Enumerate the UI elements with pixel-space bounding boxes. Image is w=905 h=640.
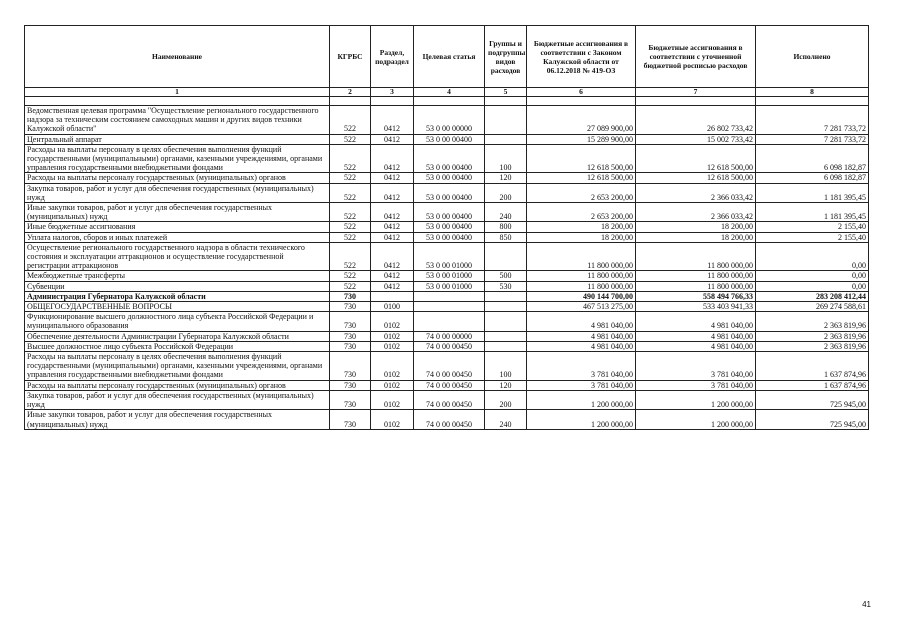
row-exec-amount-cell: 0,00 [756, 242, 869, 271]
row-name-cell: Администрация Губернатора Калужской области [25, 291, 330, 301]
row-exec-amount-cell: 2 155,40 [756, 232, 869, 242]
row-plan-amount-cell: 18 200,00 [636, 222, 756, 232]
row-vr-cell [485, 134, 527, 144]
row-law-amount-cell: 15 289 900,00 [527, 134, 636, 144]
row-vr-cell: 530 [485, 281, 527, 291]
column-number-row [25, 88, 869, 97]
row-name-cell: Обеспечение деятельности Администрации Губернатора Калужской области [25, 331, 330, 341]
row-exec-amount-cell: 283 208 412,44 [756, 291, 869, 301]
row-name-cell: Закупка товаров, работ и услуг для обеспечения государственных (муниципальных) нужд [25, 183, 330, 202]
row-csr-cell: 53 0 00 00400 [414, 232, 485, 242]
row-kgrbs-cell: 730 [330, 410, 371, 429]
row-kgrbs-cell: 522 [330, 134, 371, 144]
row-name-cell: Ведомственная целевая программа "Осуществление регионального государственного надзора за техническим состоянием самоходных машин и других видов техники Калужской области" [25, 106, 330, 135]
row-csr-cell: 74 0 00 00450 [414, 390, 485, 409]
row-razdel-cell: 0412 [371, 271, 414, 281]
row-razdel-cell: 0102 [371, 380, 414, 390]
row-exec-amount-cell: 7 281 733,72 [756, 106, 869, 135]
row-name-cell: Расходы на выплаты персоналу в целях обеспечения выполнения функций государственными (муниципальными) органами, казенными учреждениями, органами управления государственными внебюджетными фондами [25, 352, 330, 381]
budget-table-sheet [24, 25, 868, 430]
row-kgrbs-cell: 522 [330, 106, 371, 135]
row-csr-cell: 74 0 00 00450 [414, 341, 485, 351]
row-exec-amount-cell: 1 181 395,45 [756, 183, 869, 202]
row-kgrbs-cell: 522 [330, 173, 371, 183]
page-number: 41 [862, 600, 871, 609]
row-csr-cell [414, 291, 485, 301]
row-plan-amount-cell: 1 200 000,00 [636, 390, 756, 409]
table-row [25, 341, 869, 351]
row-plan-amount-cell: 3 781 040,00 [636, 380, 756, 390]
row-plan-amount-cell: 15 002 733,42 [636, 134, 756, 144]
row-plan-amount-cell: 4 981 040,00 [636, 331, 756, 341]
row-csr-cell: 53 0 00 00400 [414, 222, 485, 232]
row-kgrbs-cell: 522 [330, 242, 371, 271]
table-row [25, 173, 869, 183]
row-exec-amount-cell: 1 637 874,96 [756, 380, 869, 390]
col-number: 2 [330, 88, 371, 97]
row-csr-cell: 74 0 00 00450 [414, 410, 485, 429]
col-number: 7 [636, 88, 756, 97]
row-plan-amount-cell: 4 981 040,00 [636, 341, 756, 351]
row-exec-amount-cell: 1 181 395,45 [756, 203, 869, 222]
row-razdel-cell: 0102 [371, 331, 414, 341]
row-kgrbs-cell: 730 [330, 380, 371, 390]
col-number: 8 [756, 88, 869, 97]
header-row [25, 26, 869, 88]
col-header-kgrbs: КГРБС [330, 26, 371, 88]
budget-table [24, 25, 869, 430]
table-row [25, 390, 869, 409]
row-csr-cell: 53 0 00 00400 [414, 144, 485, 173]
row-plan-amount-cell: 2 366 033,42 [636, 203, 756, 222]
col-header-law: Бюджетные ассигнования в соответствии с Законом Калужской области от 06.12.2018 № 419-ОЗ [527, 26, 636, 88]
row-exec-amount-cell: 725 945,00 [756, 390, 869, 409]
row-plan-amount-cell: 2 366 033,42 [636, 183, 756, 202]
row-law-amount-cell: 27 089 900,00 [527, 106, 636, 135]
row-kgrbs-cell: 522 [330, 183, 371, 202]
row-csr-cell: 74 0 00 00000 [414, 331, 485, 341]
table-row [25, 106, 869, 135]
row-kgrbs-cell: 522 [330, 222, 371, 232]
row-vr-cell [485, 242, 527, 271]
row-vr-cell [485, 291, 527, 301]
row-csr-cell: 53 0 00 00400 [414, 183, 485, 202]
row-kgrbs-cell: 522 [330, 281, 371, 291]
row-name-cell: Иные бюджетные ассигнования [25, 222, 330, 232]
row-csr-cell: 53 0 00 01000 [414, 281, 485, 291]
row-razdel-cell: 0412 [371, 106, 414, 135]
row-exec-amount-cell: 0,00 [756, 271, 869, 281]
row-plan-amount-cell: 533 403 941,33 [636, 302, 756, 312]
table-row [25, 352, 869, 381]
row-law-amount-cell: 2 653 200,00 [527, 203, 636, 222]
row-law-amount-cell: 18 200,00 [527, 232, 636, 242]
table-body [25, 97, 869, 430]
row-law-amount-cell: 4 981 040,00 [527, 341, 636, 351]
row-csr-cell: 53 0 00 00400 [414, 203, 485, 222]
row-law-amount-cell: 1 200 000,00 [527, 410, 636, 429]
row-law-amount-cell: 11 800 000,00 [527, 242, 636, 271]
col-number: 5 [485, 88, 527, 97]
row-name-cell: Центральный аппарат [25, 134, 330, 144]
row-exec-amount-cell: 725 945,00 [756, 410, 869, 429]
row-csr-cell: 53 0 00 00400 [414, 134, 485, 144]
col-header-exec: Исполнено [756, 26, 869, 88]
table-row [25, 380, 869, 390]
row-name-cell: Закупка товаров, работ и услуг для обеспечения государственных (муниципальных) нужд [25, 390, 330, 409]
spacer-row [25, 97, 869, 106]
row-law-amount-cell: 1 200 000,00 [527, 390, 636, 409]
col-header-plan: Бюджетные ассигнования в соответствии с уточненной бюджетной росписью расходов [636, 26, 756, 88]
table-row [25, 281, 869, 291]
row-plan-amount-cell: 11 800 000,00 [636, 242, 756, 271]
row-razdel-cell: 0412 [371, 203, 414, 222]
table-row [25, 291, 869, 301]
table-row [25, 183, 869, 202]
row-name-cell: Уплата налогов, сборов и иных платежей [25, 232, 330, 242]
row-vr-cell: 500 [485, 271, 527, 281]
col-number: 6 [527, 88, 636, 97]
row-exec-amount-cell: 2 363 819,96 [756, 341, 869, 351]
row-law-amount-cell: 4 981 040,00 [527, 312, 636, 331]
row-exec-amount-cell: 6 098 182,87 [756, 144, 869, 173]
col-number: 3 [371, 88, 414, 97]
row-razdel-cell: 0102 [371, 312, 414, 331]
row-csr-cell: 53 0 00 01000 [414, 271, 485, 281]
row-razdel-cell: 0412 [371, 183, 414, 202]
row-kgrbs-cell: 522 [330, 144, 371, 173]
row-csr-cell: 53 0 00 00000 [414, 106, 485, 135]
table-row [25, 232, 869, 242]
col-number: 1 [25, 88, 330, 97]
row-exec-amount-cell: 6 098 182,87 [756, 173, 869, 183]
row-vr-cell [485, 312, 527, 331]
table-row [25, 242, 869, 271]
row-vr-cell: 850 [485, 232, 527, 242]
row-plan-amount-cell: 11 800 000,00 [636, 281, 756, 291]
row-vr-cell: 240 [485, 410, 527, 429]
col-header-vr: Группы и подгруппы видов расходов [485, 26, 527, 88]
row-vr-cell [485, 341, 527, 351]
col-number: 4 [414, 88, 485, 97]
row-law-amount-cell: 11 800 000,00 [527, 281, 636, 291]
col-header-razdel: Раздел, подраздел [371, 26, 414, 88]
row-name-cell: ОБЩЕГОСУДАРСТВЕННЫЕ ВОПРОСЫ [25, 302, 330, 312]
row-exec-amount-cell: 269 274 588,61 [756, 302, 869, 312]
row-exec-amount-cell: 2 155,40 [756, 222, 869, 232]
row-csr-cell: 74 0 00 00450 [414, 380, 485, 390]
row-name-cell: Иные закупки товаров, работ и услуг для обеспечения государственных (муниципальных) нужд [25, 203, 330, 222]
row-plan-amount-cell: 12 618 500,00 [636, 173, 756, 183]
row-vr-cell: 120 [485, 380, 527, 390]
row-razdel-cell: 0102 [371, 410, 414, 429]
row-plan-amount-cell: 26 802 733,42 [636, 106, 756, 135]
col-header-csr: Целевая статья [414, 26, 485, 88]
table-row [25, 302, 869, 312]
row-kgrbs-cell: 730 [330, 331, 371, 341]
row-razdel-cell [371, 291, 414, 301]
row-kgrbs-cell: 730 [330, 302, 371, 312]
row-razdel-cell: 0102 [371, 352, 414, 381]
row-name-cell: Межбюджетные трансферты [25, 271, 330, 281]
row-plan-amount-cell: 1 200 000,00 [636, 410, 756, 429]
row-law-amount-cell: 12 618 500,00 [527, 144, 636, 173]
row-vr-cell: 200 [485, 390, 527, 409]
table-row [25, 312, 869, 331]
row-razdel-cell: 0412 [371, 144, 414, 173]
row-plan-amount-cell: 12 618 500,00 [636, 144, 756, 173]
row-kgrbs-cell: 522 [330, 271, 371, 281]
row-name-cell: Расходы на выплаты персоналу в целях обеспечения выполнения функций государственными (муниципальными) органами, казенными учреждениями, органами управления государственными внебюджетными фондами [25, 144, 330, 173]
row-razdel-cell: 0102 [371, 390, 414, 409]
row-kgrbs-cell: 730 [330, 390, 371, 409]
row-razdel-cell: 0412 [371, 173, 414, 183]
row-plan-amount-cell: 3 781 040,00 [636, 352, 756, 381]
row-csr-cell: 53 0 00 00400 [414, 173, 485, 183]
row-plan-amount-cell: 11 800 000,00 [636, 271, 756, 281]
row-csr-cell: 74 0 00 00450 [414, 352, 485, 381]
table-row [25, 222, 869, 232]
row-vr-cell [485, 302, 527, 312]
row-kgrbs-cell: 522 [330, 232, 371, 242]
row-exec-amount-cell: 2 363 819,96 [756, 312, 869, 331]
row-law-amount-cell: 12 618 500,00 [527, 173, 636, 183]
row-kgrbs-cell: 730 [330, 352, 371, 381]
row-plan-amount-cell: 558 494 766,33 [636, 291, 756, 301]
row-name-cell: Функционирование высшего должностного лица субъекта Российской Федерации и муниципального образования [25, 312, 330, 331]
table-row [25, 144, 869, 173]
row-csr-cell: 53 0 00 01000 [414, 242, 485, 271]
row-csr-cell [414, 302, 485, 312]
row-name-cell: Осуществление регионального государственного надзора в области технического состояния и эксплуатации аттракционов и осуществление государственной регистрации аттракционов [25, 242, 330, 271]
row-name-cell: Расходы на выплаты персоналу государственных (муниципальных) органов [25, 173, 330, 183]
row-law-amount-cell: 4 981 040,00 [527, 331, 636, 341]
row-kgrbs-cell: 730 [330, 341, 371, 351]
row-law-amount-cell: 490 144 700,00 [527, 291, 636, 301]
row-razdel-cell: 0412 [371, 222, 414, 232]
row-plan-amount-cell: 4 981 040,00 [636, 312, 756, 331]
row-name-cell: Субвенции [25, 281, 330, 291]
row-exec-amount-cell: 1 637 874,96 [756, 352, 869, 381]
row-kgrbs-cell: 522 [330, 203, 371, 222]
row-exec-amount-cell: 0,00 [756, 281, 869, 291]
row-razdel-cell: 0412 [371, 242, 414, 271]
row-razdel-cell: 0412 [371, 232, 414, 242]
row-vr-cell: 100 [485, 352, 527, 381]
row-vr-cell: 240 [485, 203, 527, 222]
row-law-amount-cell: 467 513 275,00 [527, 302, 636, 312]
row-exec-amount-cell: 2 363 819,96 [756, 331, 869, 341]
row-name-cell: Расходы на выплаты персоналу государственных (муниципальных) органов [25, 380, 330, 390]
row-razdel-cell: 0100 [371, 302, 414, 312]
table-row [25, 203, 869, 222]
row-vr-cell: 100 [485, 144, 527, 173]
row-law-amount-cell: 3 781 040,00 [527, 352, 636, 381]
col-header-name: Наименование [25, 26, 330, 88]
row-razdel-cell: 0412 [371, 281, 414, 291]
row-kgrbs-cell: 730 [330, 312, 371, 331]
row-razdel-cell: 0102 [371, 341, 414, 351]
row-law-amount-cell: 18 200,00 [527, 222, 636, 232]
row-exec-amount-cell: 7 281 733,72 [756, 134, 869, 144]
row-law-amount-cell: 11 800 000,00 [527, 271, 636, 281]
row-vr-cell [485, 106, 527, 135]
row-name-cell: Иные закупки товаров, работ и услуг для обеспечения государственных (муниципальных) нужд [25, 410, 330, 429]
row-csr-cell [414, 312, 485, 331]
row-razdel-cell: 0412 [371, 134, 414, 144]
table-row [25, 410, 869, 429]
row-kgrbs-cell: 730 [330, 291, 371, 301]
row-law-amount-cell: 3 781 040,00 [527, 380, 636, 390]
row-name-cell: Высшее должностное лицо субъекта Российской Федерации [25, 341, 330, 351]
table-row [25, 331, 869, 341]
row-vr-cell [485, 331, 527, 341]
row-vr-cell: 200 [485, 183, 527, 202]
row-vr-cell: 800 [485, 222, 527, 232]
table-row [25, 271, 869, 281]
row-vr-cell: 120 [485, 173, 527, 183]
table-row [25, 134, 869, 144]
row-plan-amount-cell: 18 200,00 [636, 232, 756, 242]
row-law-amount-cell: 2 653 200,00 [527, 183, 636, 202]
